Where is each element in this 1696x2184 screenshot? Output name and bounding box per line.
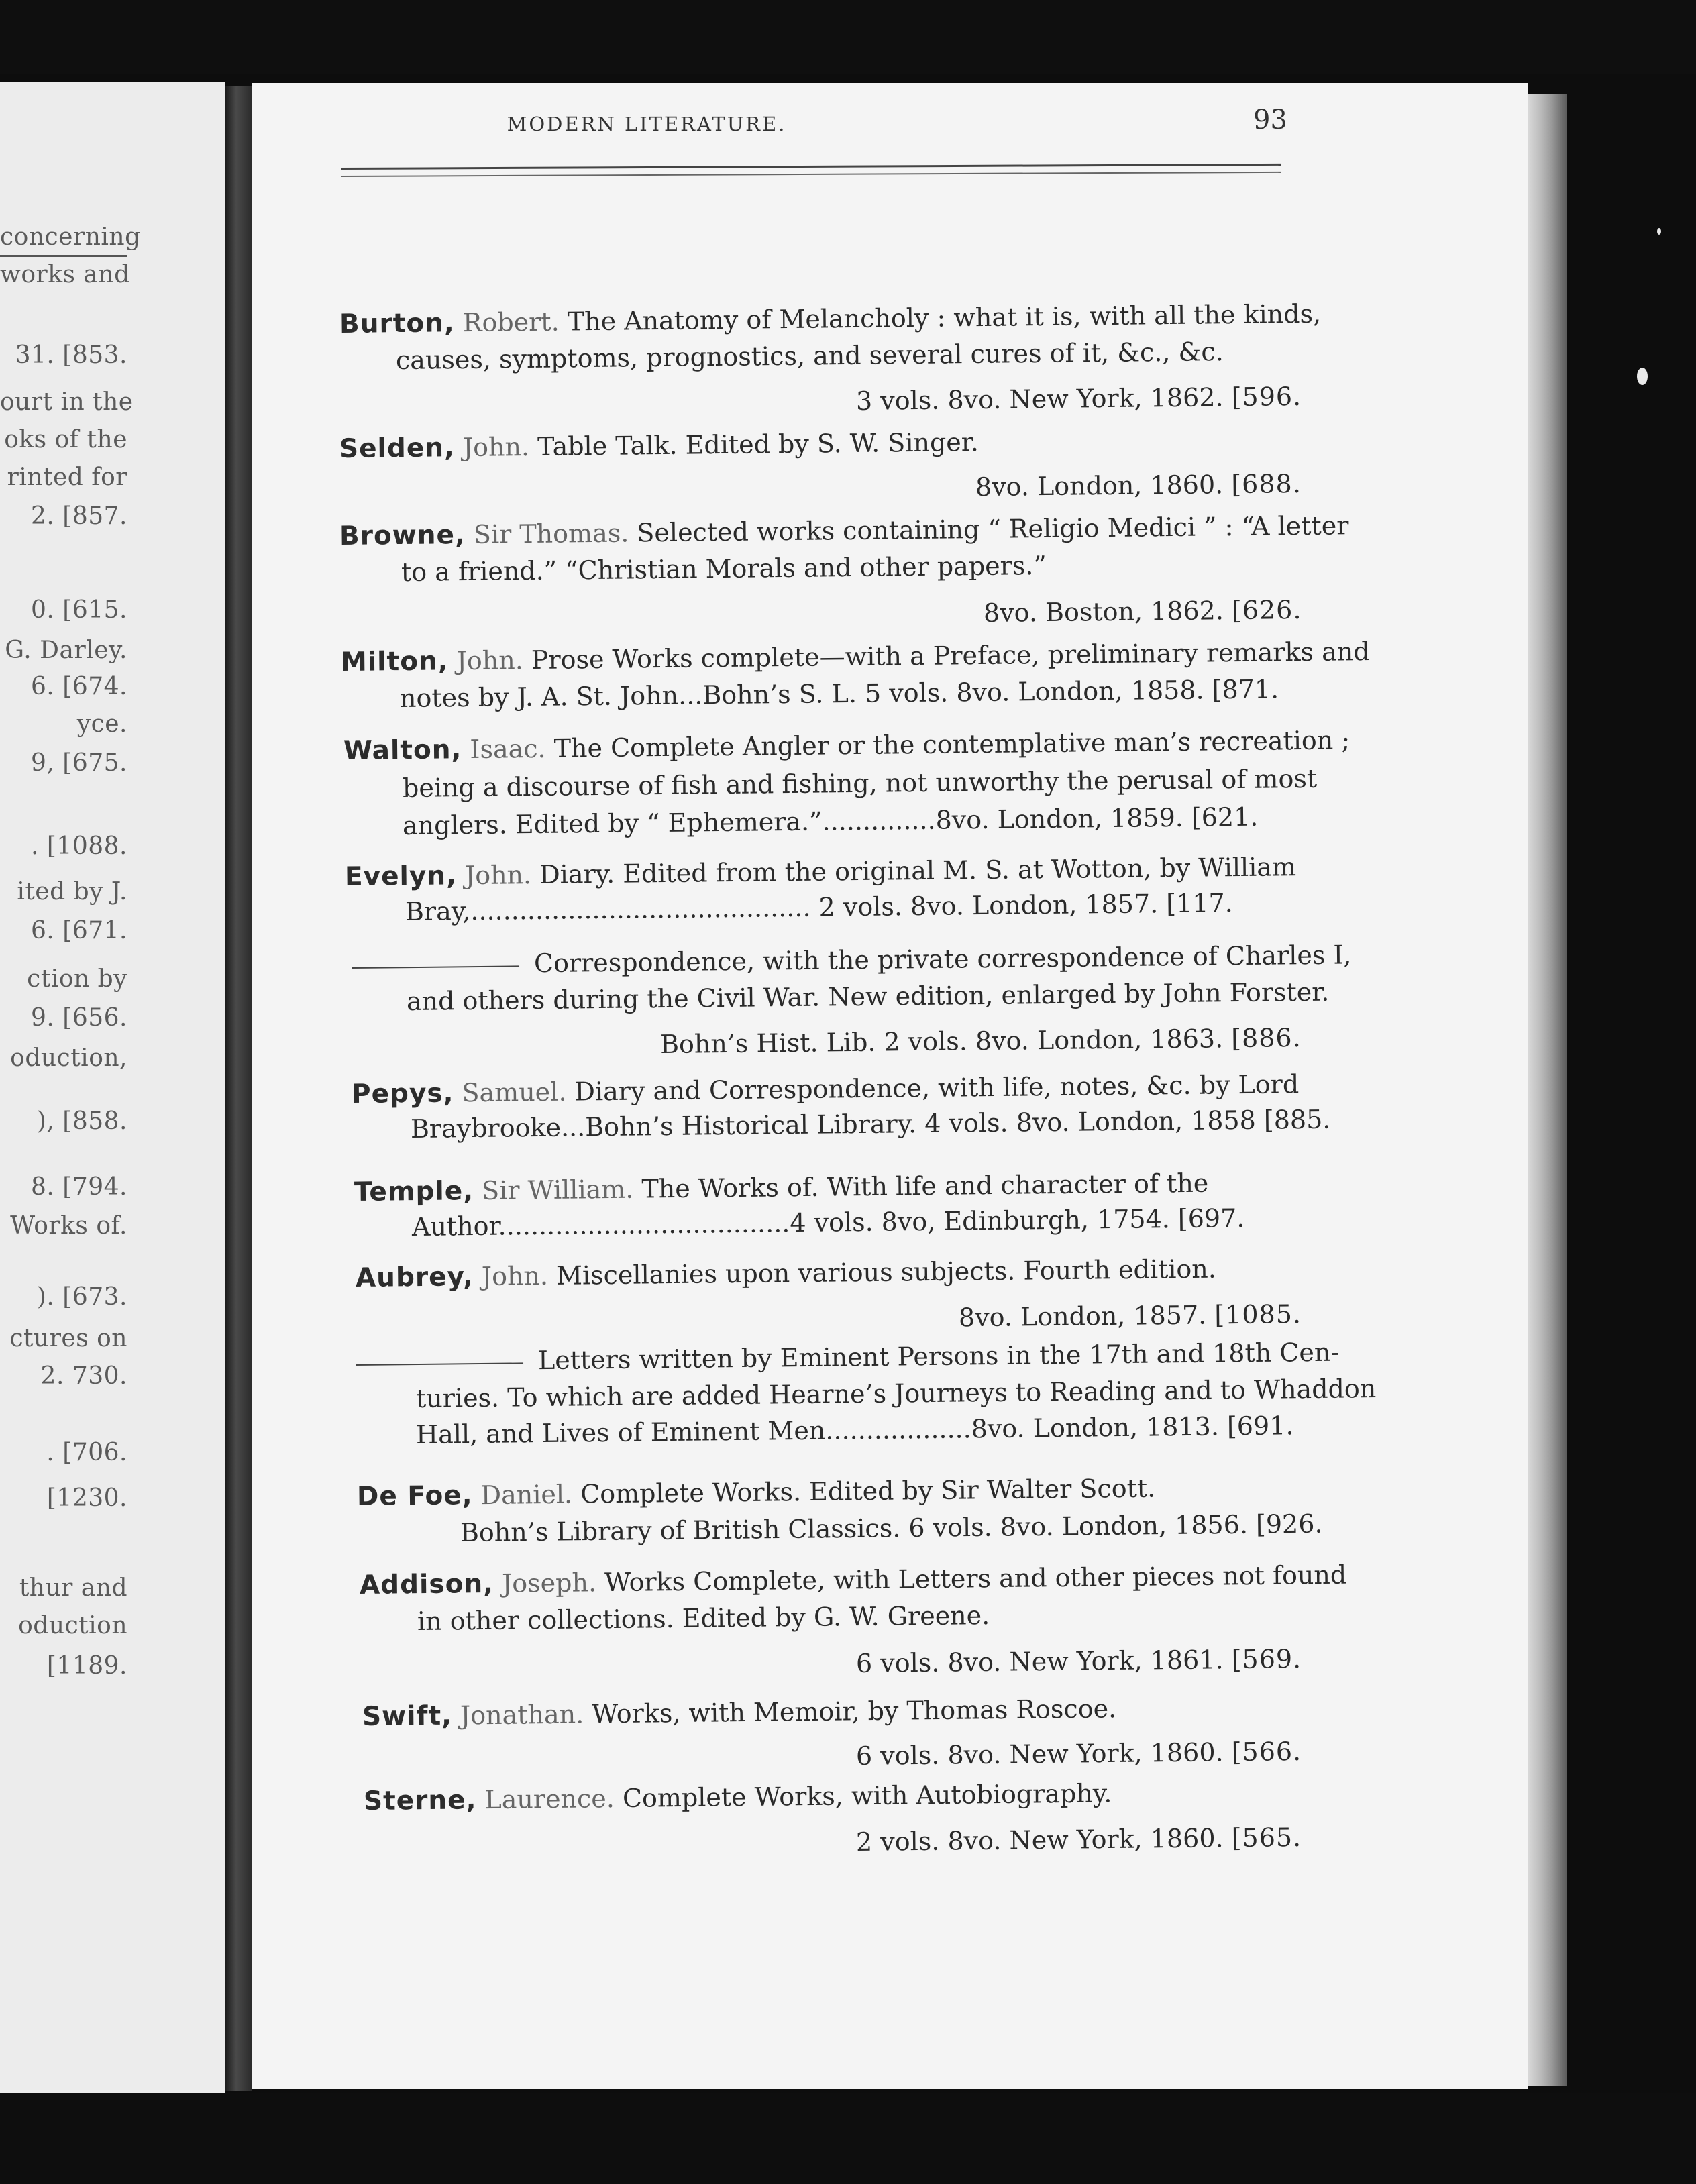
entry-imprint: 3 vols. 8vo. New York, 1862. (855, 382, 1224, 416)
entry-reference-number: [626. (1231, 595, 1302, 626)
facing-page-line: ourt in the (0, 388, 134, 416)
entry-title: The Works of. With life and character of the (641, 1168, 1209, 1204)
entry-author: Selden, (339, 433, 456, 464)
facing-page-line: oks of the (4, 426, 127, 453)
entry-title: Works, with Memoir, by Thomas Roscoe. (592, 1694, 1117, 1729)
entry-imprint-line (983, 596, 1302, 627)
book-gutter (225, 86, 252, 2091)
entry-imprint-line (856, 382, 1302, 415)
facing-page-line: [1189. (46, 1652, 127, 1680)
entry-given-name: Daniel. (480, 1479, 573, 1511)
entry-given-name: Jonathan. (460, 1699, 584, 1731)
facing-page-line: yce. (76, 710, 127, 738)
entry-imprint: 8vo. Boston, 1862. (983, 596, 1224, 628)
facing-page-line: ction by (27, 965, 127, 993)
entry-author: Swift, (362, 1700, 453, 1732)
facing-page-line: works and (0, 261, 130, 288)
entry-author: De Foe, (356, 1480, 473, 1512)
entry-title: Works Complete, with Letters and other pieces not found (604, 1560, 1347, 1598)
entry-author: Pepys, (351, 1078, 454, 1109)
entry-reference-number: [566. (1231, 1737, 1302, 1767)
facing-page-line: 6. [671. (31, 917, 127, 944)
entry-reference-number: [569. (1231, 1644, 1302, 1675)
entry-continuation-line: causes, symptoms, prognostics, and several cures of it, &c., &c. (395, 337, 1224, 375)
entry-continuation-line: anglers. Edited by “ Ephemera.”..............8vo. London, 1859. [621. (402, 802, 1259, 840)
facing-page-line: . [706. (46, 1439, 127, 1466)
entry-continuation-line: Bray,.......................................... 2 vols. 8vo. London, 1857. [117. (405, 888, 1233, 926)
entry-imprint-line (856, 1823, 1302, 1856)
entry-given-name: John. (464, 860, 532, 891)
entry-reference-number: [565. (1231, 1822, 1302, 1853)
facing-page (0, 82, 225, 2093)
facing-page-line: concerning (0, 223, 141, 251)
entry-imprint: 6 vols. 8vo. New York, 1861. (855, 1645, 1224, 1678)
facing-page-rule (0, 255, 127, 257)
entry-imprint: 6 vols. 8vo. New York, 1860. (855, 1737, 1224, 1771)
entry-title: Diary. Edited from the original M. S. at Wotton, by William (539, 852, 1297, 889)
entry-reference-number: [1085. (1214, 1299, 1302, 1330)
facing-page-line: [1230. (46, 1484, 127, 1512)
entry-given-name: Sir Thomas. (473, 518, 629, 549)
entry-author: Burton, (339, 308, 455, 339)
entry-given-name: John. (481, 1260, 549, 1292)
entry-title: Miscellanies upon various subjects. Fourth edition. (555, 1254, 1217, 1291)
entry-given-name: Robert. (462, 307, 560, 338)
entry-reference-number: [596. (1231, 382, 1302, 413)
facing-page-line: oduction, (10, 1044, 127, 1072)
entry-author: Sterne, (363, 1785, 477, 1816)
facing-page-line: 2. 730. (40, 1362, 127, 1390)
entry-given-name: John. (462, 432, 530, 463)
entry-reference-number: [688. (1231, 469, 1302, 500)
entry-imprint-line (856, 1645, 1302, 1678)
ditto-rule (352, 965, 519, 969)
dust-speck (1637, 368, 1648, 385)
entry-continuation-line: in other collections. Edited by G. W. Greene. (417, 1600, 990, 1636)
entry-title: Diary and Correspondence, with life, notes, &c. by Lord (574, 1069, 1300, 1107)
facing-page-line: oduction (18, 1612, 127, 1639)
facing-page-line: rinted for (7, 463, 127, 491)
facing-page-line: Works of. (10, 1212, 127, 1240)
entry-title: Selected works containing “ Religio Medici ” : “A letter (637, 510, 1349, 548)
entry-continuation-line: and others during the Civil War. New edition, enlarged by John Forster. (406, 977, 1330, 1016)
scanner-background-top (0, 0, 1696, 74)
dust-speck (1657, 228, 1661, 235)
scanner-background-bottom (0, 2093, 1696, 2184)
entry-title: Complete Works. Edited by Sir Walter Scott. (580, 1473, 1156, 1509)
entry-given-name: John. (456, 645, 524, 676)
facing-page-line: G. Darley. (5, 637, 127, 664)
entry-title: The Complete Angler or the contemplative man’s recreation ; (553, 725, 1350, 763)
entry-title: Complete Works, with Autobiography. (622, 1778, 1112, 1813)
entry-reference-number: [886. (1231, 1023, 1302, 1054)
entry-given-name: Isaac. (470, 733, 546, 765)
facing-page-line: ctures on (9, 1325, 127, 1352)
entry-title: Table Talk. Edited by S. W. Singer. (537, 427, 979, 461)
entry-given-name: Joseph. (501, 1568, 597, 1598)
entry-imprint-line (959, 1300, 1302, 1331)
facing-page-line: 2. [857. (31, 502, 127, 530)
facing-page-line: 0. [615. (31, 596, 127, 624)
facing-page-line: 8. [794. (31, 1173, 127, 1201)
entry-imprint: 8vo. London, 1857. (958, 1300, 1207, 1333)
entry-imprint: Bohn’s Hist. Lib. 2 vols. 8vo. London, 1863. (660, 1024, 1224, 1060)
entry-author: Temple, (354, 1176, 474, 1207)
entry-imprint: 8vo. London, 1860. (975, 470, 1224, 502)
facing-page-line: ited by J. (17, 878, 127, 906)
entry-given-name: Samuel. (462, 1077, 567, 1108)
entry-author: Addison, (359, 1568, 494, 1600)
entry-continuation-line: Hall, and Lives of Eminent Men..................8vo. London, 1813. [691. (415, 1411, 1294, 1450)
entry-continuation-line: turies. To which are added Hearne’s Journeys to Reading and to Whaddon (415, 1374, 1377, 1413)
entry-author: Aubrey, (355, 1262, 474, 1293)
entry-imprint: 2 vols. 8vo. New York, 1860. (855, 1823, 1224, 1857)
page-edge (1528, 94, 1567, 2086)
entry-title: Prose Works complete—with a Preface, preliminary remarks and (531, 636, 1370, 675)
entry-author: Milton, (340, 646, 449, 677)
facing-page-line: . [1088. (31, 832, 127, 860)
facing-page-line: 31. [853. (15, 341, 127, 369)
entry-continuation-line: Braybrooke...Bohn’s Historical Library. 4 vols. 8vo. London, 1858 [885. (410, 1104, 1331, 1144)
entry-title: The Anatomy of Melancholy : what it is, with all the kinds, (567, 298, 1322, 337)
facing-page-line: 9. [656. (31, 1004, 127, 1032)
entry-author: Walton, (343, 734, 462, 766)
entry-imprint-line (975, 470, 1302, 501)
entry-given-name: Sir William. (481, 1174, 634, 1206)
entry-author: Browne, (339, 520, 466, 551)
entry-author: Evelyn, (344, 861, 458, 892)
page-number: 93 (1253, 105, 1287, 135)
entry-continuation-line: Bohn’s Library of British Classics. 6 vols. 8vo. London, 1856. [926. (460, 1509, 1323, 1547)
facing-page-line: thur and (19, 1574, 127, 1602)
entry-continuation-line: being a discourse of fish and fishing, not unworthy the perusal of most (402, 763, 1318, 803)
entry-title: Letters written by Eminent Persons in the 17th and 18th Cen- (537, 1337, 1340, 1376)
facing-page-line: ), [858. (36, 1107, 127, 1135)
running-head: MODERN LITERATURE. (507, 113, 787, 135)
facing-page-line: ). [673. (36, 1283, 127, 1311)
entry-imprint-line (856, 1737, 1302, 1770)
entry-title: Correspondence, with the private correspondence of Charles I, (533, 940, 1352, 979)
entry-continuation-line: notes by J. A. St. John...Bohn’s S. L. 5 vols. 8vo. London, 1858. [871. (399, 674, 1279, 713)
entry-given-name: Laurence. (484, 1784, 615, 1815)
entry-imprint-line (660, 1024, 1302, 1058)
ditto-rule (356, 1362, 523, 1366)
entry-continuation-line: Author....................................4 vols. 8vo, Edinburgh, 1754. [697. (411, 1203, 1245, 1242)
entry-continuation-line: to a friend.” “Christian Morals and other papers.” (401, 550, 1047, 587)
facing-page-line: 9, [675. (31, 749, 127, 777)
facing-page-line: 6. [674. (31, 673, 127, 700)
